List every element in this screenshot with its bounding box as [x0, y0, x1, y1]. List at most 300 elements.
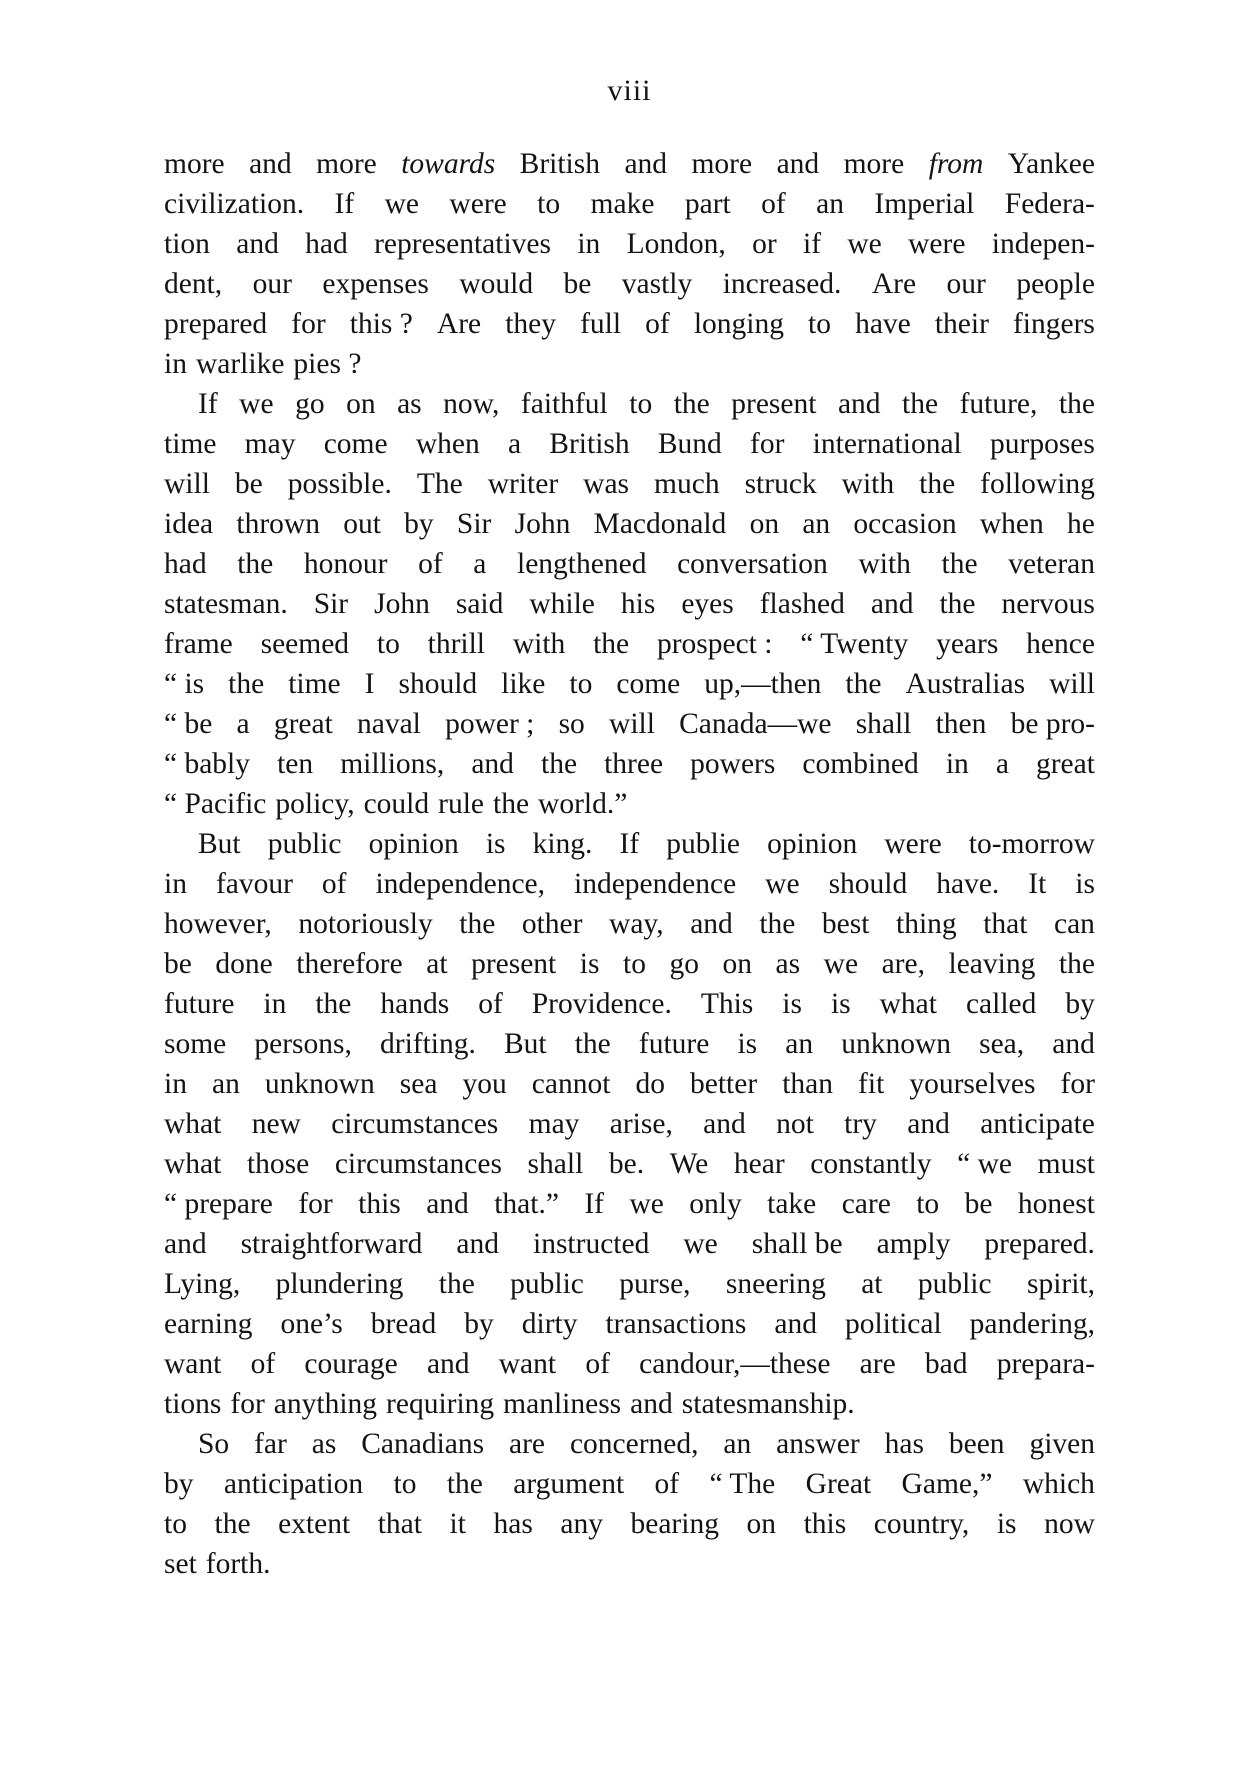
word: and: [703, 1108, 746, 1140]
word: leaving: [948, 948, 1036, 980]
word: at: [861, 1268, 883, 1300]
word: to: [629, 388, 653, 420]
word: lengthened: [517, 548, 647, 580]
word: on: [746, 1508, 777, 1540]
word: to: [569, 668, 593, 700]
word: argument: [513, 1468, 625, 1500]
word: anticipation: [223, 1468, 364, 1500]
word: when: [979, 508, 1044, 540]
word: forth.: [205, 1548, 271, 1580]
word: of: [585, 1348, 610, 1380]
word: up,—then: [704, 668, 822, 700]
word: John: [514, 508, 571, 540]
word: and: [907, 1108, 950, 1140]
word: come: [616, 668, 681, 700]
word: will: [164, 468, 210, 500]
word: an: [785, 1028, 814, 1060]
word: and: [471, 748, 514, 780]
word: “ Pacific: [164, 788, 267, 820]
word: and: [630, 1388, 673, 1420]
word: in: [164, 1068, 187, 1100]
word: some: [164, 1028, 227, 1060]
word: it: [449, 1508, 466, 1540]
word: for: [298, 1188, 333, 1220]
word: bad: [924, 1348, 968, 1380]
word: of: [321, 868, 347, 900]
word: extent: [278, 1508, 351, 1540]
word: straightforward: [240, 1228, 423, 1260]
word: by: [404, 508, 434, 540]
word: his: [620, 588, 656, 620]
word: this: [803, 1508, 847, 1540]
word: care: [841, 1188, 891, 1220]
word: on: [722, 948, 753, 980]
word: and: [1052, 1028, 1095, 1060]
word: be: [964, 1188, 993, 1220]
text-line: [164, 1344, 1095, 1384]
text-line: [164, 504, 1095, 544]
text-line: [164, 1024, 1095, 1064]
word: prepara-: [996, 1348, 1095, 1380]
word: fit: [858, 1068, 885, 1100]
word: to: [537, 188, 561, 220]
word: an: [212, 1068, 240, 1100]
word: struck: [744, 468, 817, 500]
word: and: [837, 388, 881, 420]
word: the: [237, 548, 274, 580]
word: with: [841, 468, 895, 500]
word: and: [776, 148, 820, 180]
word: the: [228, 668, 265, 700]
word: We: [669, 1148, 709, 1180]
word: public: [267, 828, 342, 860]
word: present: [731, 388, 817, 420]
word: independence: [574, 868, 737, 900]
word: to: [916, 1188, 940, 1220]
word: country,: [873, 1508, 970, 1540]
word: as: [397, 388, 422, 420]
word: and: [164, 1228, 207, 1260]
word: the: [919, 468, 956, 500]
word: they: [505, 308, 557, 340]
word: statesmanship.: [681, 1388, 855, 1420]
word: go: [669, 948, 699, 980]
word: political: [844, 1308, 942, 1340]
word: persons,: [254, 1028, 352, 1060]
word: is: [782, 988, 802, 1020]
word: “ prepare: [164, 1188, 273, 1220]
word: of: [761, 188, 786, 220]
word: naval: [356, 708, 421, 740]
text-line: [164, 984, 1095, 1024]
word: is: [1075, 868, 1095, 900]
word: “ is: [164, 668, 205, 700]
word: fingers: [1012, 308, 1095, 340]
word: hands: [380, 988, 450, 1020]
text-line: [164, 1504, 1095, 1544]
word: Great: [805, 1468, 872, 1500]
text-line: [164, 744, 1095, 784]
word: earning: [164, 1308, 253, 1340]
word: the: [902, 388, 939, 420]
word: with: [858, 548, 911, 580]
text-line: [164, 1104, 1095, 1144]
word: was: [583, 468, 630, 500]
word: thrill: [427, 628, 485, 660]
word: or: [752, 228, 777, 260]
word: increased.: [722, 268, 842, 300]
word: this ?: [349, 308, 413, 340]
word: way,: [609, 908, 664, 940]
text-line: [164, 664, 1095, 704]
text-line: [164, 1384, 1095, 1424]
word: pandering,: [969, 1308, 1095, 1340]
word: combined: [802, 748, 919, 780]
word: indepen-: [991, 228, 1095, 260]
word: set: [164, 1548, 197, 1580]
word: their: [934, 308, 989, 340]
text-line: [164, 304, 1095, 344]
word: frame: [164, 628, 233, 660]
word: an: [802, 508, 831, 540]
word: to: [376, 628, 400, 660]
word: favour: [215, 868, 293, 900]
word: the: [593, 628, 630, 660]
word: London,: [626, 228, 726, 260]
word: to: [393, 1468, 417, 1500]
word: occasion: [853, 508, 957, 540]
word: I: [364, 668, 375, 700]
text-line: [164, 264, 1095, 304]
word: is: [737, 1028, 758, 1060]
word: to: [164, 1508, 187, 1540]
word: expenses: [322, 268, 429, 300]
word: and: [456, 1228, 500, 1260]
word: conversation: [677, 548, 828, 580]
word: writer: [487, 468, 559, 500]
word: could: [363, 788, 430, 820]
word: publie: [666, 828, 741, 860]
text-line: [164, 1064, 1095, 1104]
word: hence: [1026, 628, 1095, 660]
text-line: [164, 624, 1095, 664]
text-line: [164, 224, 1095, 264]
word: courage: [304, 1348, 398, 1380]
word: “ be: [164, 708, 213, 740]
word: sea,: [979, 1028, 1025, 1060]
word: power ;: [445, 708, 535, 740]
word: are,: [881, 948, 925, 980]
word: concerned,: [569, 1428, 699, 1460]
word: to: [623, 948, 646, 980]
text-line: [164, 1264, 1095, 1304]
word: Are: [871, 268, 917, 300]
word: the: [214, 1508, 251, 1540]
word: at: [426, 948, 448, 980]
paragraph: [164, 384, 1095, 824]
word: Canadians: [361, 1428, 485, 1460]
word: the: [493, 788, 530, 820]
word: veteran: [1008, 548, 1095, 580]
word: have: [855, 308, 911, 340]
paragraph: [164, 144, 1095, 384]
word: and: [624, 148, 668, 180]
word: if: [803, 228, 822, 260]
word: public: [917, 1268, 992, 1300]
word: are: [859, 1348, 896, 1380]
word: of: [645, 308, 670, 340]
text-line: [164, 1304, 1095, 1344]
word: as: [311, 1428, 337, 1460]
word: British: [549, 428, 630, 460]
word: a: [995, 748, 1009, 780]
word: arise,: [609, 1108, 673, 1140]
word: you: [462, 1068, 507, 1100]
word: our: [946, 268, 986, 300]
word: eyes: [681, 588, 734, 620]
word: bread: [370, 1308, 437, 1340]
word: were: [884, 828, 942, 860]
word: should: [398, 668, 478, 700]
word: Sir: [456, 508, 492, 540]
text-line: [164, 864, 1095, 904]
text-line: [164, 824, 1095, 864]
word: Yankee: [1007, 148, 1095, 180]
word: shall be: [751, 1228, 843, 1260]
word: years: [936, 628, 999, 660]
page-number: viii: [607, 74, 652, 107]
word: will: [1049, 668, 1095, 700]
word: by: [1065, 988, 1095, 1020]
word: Are: [436, 308, 482, 340]
word: vastly: [621, 268, 693, 300]
word: prospect :: [656, 628, 773, 660]
word: be: [234, 468, 263, 500]
word: unknown: [264, 1068, 375, 1100]
word: future: [638, 1028, 710, 1060]
word: candour,—these: [639, 1348, 831, 1380]
word: of: [418, 548, 443, 580]
word: “ bably: [164, 748, 251, 780]
word: faithful: [520, 388, 608, 420]
word: So: [198, 1428, 230, 1460]
word: the: [939, 588, 976, 620]
word: are: [509, 1428, 546, 1460]
word: dirty: [521, 1308, 578, 1340]
word: British: [519, 148, 600, 180]
word: far: [254, 1428, 287, 1460]
word: great: [1035, 748, 1095, 780]
word: do: [635, 1068, 665, 1100]
word: the: [541, 748, 578, 780]
italic-word: towards: [401, 148, 496, 180]
word: on: [749, 508, 780, 540]
word: manliness: [503, 1388, 622, 1420]
italic-word: from: [928, 148, 984, 180]
word: is: [830, 988, 851, 1020]
word: by: [164, 1468, 194, 1500]
word: of: [654, 1468, 680, 1500]
word: one’s: [280, 1308, 343, 1340]
word: dent,: [164, 268, 223, 300]
paragraph: [164, 1424, 1095, 1584]
word: when: [415, 428, 480, 460]
word: following: [980, 468, 1095, 500]
word: If: [334, 188, 355, 220]
word: make: [590, 188, 655, 220]
word: honest: [1017, 1188, 1095, 1220]
word: what: [164, 1148, 222, 1180]
word: full: [580, 308, 622, 340]
text-line: [164, 1144, 1095, 1184]
word: transactions: [605, 1308, 747, 1340]
word: Canada—we: [679, 708, 832, 740]
word: in: [577, 228, 601, 260]
word: can: [1054, 908, 1095, 940]
word: go: [295, 388, 325, 420]
word: “ The: [709, 1468, 776, 1500]
word: opinion: [368, 828, 459, 860]
text-line: [164, 384, 1095, 424]
word: This: [700, 988, 754, 1020]
word: only: [689, 1188, 742, 1220]
word: constantly: [810, 1148, 932, 1180]
word: in: [263, 988, 287, 1020]
word: rule: [438, 788, 484, 820]
word: the: [941, 548, 978, 580]
word: be pro-: [1010, 708, 1095, 740]
word: bearing: [630, 1508, 719, 1540]
word: for: [291, 308, 326, 340]
word: civilization.: [164, 188, 305, 220]
word: a: [236, 708, 250, 740]
word: however,: [164, 908, 272, 940]
word: which: [1022, 1468, 1095, 1500]
word: as: [775, 948, 801, 980]
word: come: [323, 428, 388, 460]
word: three: [604, 748, 664, 780]
word: in: [164, 868, 187, 900]
word: thing: [896, 908, 957, 940]
word: more: [691, 148, 753, 180]
word: try: [844, 1108, 877, 1140]
word: the: [446, 1468, 483, 1500]
word: Imperial: [874, 188, 975, 220]
word: had: [164, 548, 207, 580]
word: the: [459, 908, 496, 940]
word: prepared: [164, 308, 268, 340]
word: The: [416, 468, 463, 500]
word: has: [884, 1428, 924, 1460]
body-text: [164, 144, 1095, 1584]
word: we: [384, 188, 419, 220]
word: Federa-: [1004, 188, 1095, 220]
word: and: [249, 148, 292, 180]
word: want: [164, 1348, 222, 1380]
word: by: [464, 1308, 494, 1340]
word: notoriously: [298, 908, 433, 940]
word: Lying,: [164, 1268, 241, 1300]
word: Bund: [657, 428, 722, 460]
word: anything: [273, 1388, 378, 1420]
word: the: [1058, 948, 1095, 980]
word: any: [560, 1508, 603, 1540]
word: powers: [690, 748, 776, 780]
word: representatives: [374, 228, 551, 260]
word: is: [485, 828, 506, 860]
word: want: [498, 1348, 557, 1380]
word: be: [164, 948, 192, 980]
word: purse,: [619, 1268, 691, 1300]
word: be: [563, 268, 592, 300]
word: and: [426, 1188, 469, 1220]
word: world.”: [538, 788, 628, 820]
word: may: [244, 428, 296, 460]
word: shall: [527, 1148, 584, 1180]
word: in: [945, 748, 969, 780]
word: called: [965, 988, 1037, 1020]
word: and: [426, 1348, 470, 1380]
word: we: [847, 228, 882, 260]
word: unknown: [841, 1028, 951, 1060]
word: now,: [443, 388, 500, 420]
word: future: [164, 988, 235, 1020]
word: But: [504, 1028, 547, 1060]
word: must: [1037, 1148, 1095, 1180]
word: possible.: [287, 468, 392, 500]
word: purposes: [990, 428, 1095, 460]
word: the: [315, 988, 352, 1020]
word: on: [346, 388, 376, 420]
word: John: [374, 588, 430, 620]
word: have.: [936, 868, 1000, 900]
word: an: [816, 188, 844, 220]
text-line: [164, 344, 1095, 384]
word: while: [529, 588, 595, 620]
word: If: [619, 828, 640, 860]
word: we: [765, 868, 800, 900]
word: pies ?: [293, 348, 362, 380]
word: and: [690, 908, 733, 940]
word: anticipate: [980, 1108, 1095, 1140]
word: to: [808, 308, 831, 340]
word: those: [246, 1148, 310, 1180]
word: new: [251, 1108, 301, 1140]
word: ten: [277, 748, 314, 780]
word: the: [759, 908, 796, 940]
word: so: [558, 708, 585, 740]
text-line: [164, 1424, 1095, 1464]
word: public: [510, 1268, 584, 1300]
word: best: [821, 908, 870, 940]
word: a: [473, 548, 487, 580]
text-line: [164, 584, 1095, 624]
word: our: [252, 268, 292, 300]
word: we: [683, 1228, 718, 1260]
word: the: [845, 668, 882, 700]
word: what: [164, 1108, 222, 1140]
word: done: [215, 948, 273, 980]
word: that.”: [494, 1188, 559, 1220]
word: now: [1044, 1508, 1095, 1540]
word: idea: [164, 508, 214, 540]
word: for: [230, 1388, 265, 1420]
word: the: [673, 388, 710, 420]
word: independence,: [375, 868, 546, 900]
word: prepared.: [984, 1228, 1095, 1260]
word: cannot: [531, 1068, 611, 1100]
text-line: [164, 904, 1095, 944]
